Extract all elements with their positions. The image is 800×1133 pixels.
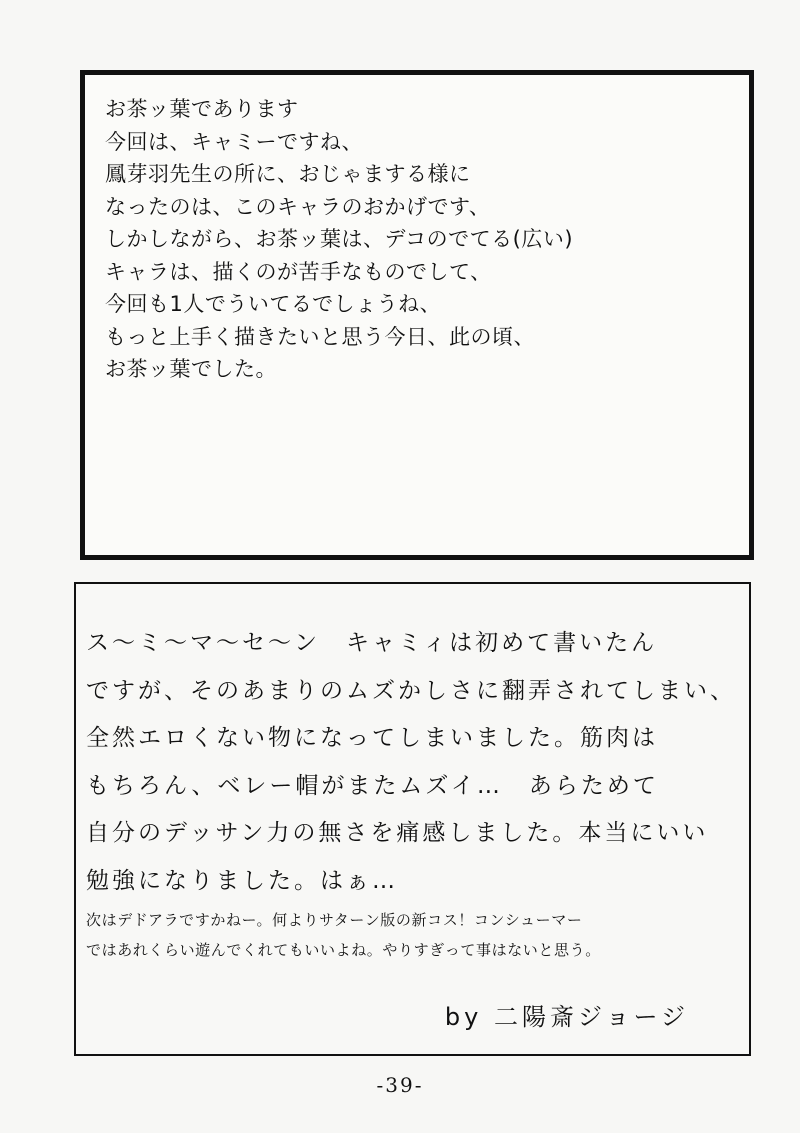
author-note-box-1	[80, 70, 754, 560]
author-note-box-2	[74, 582, 751, 1056]
note-2-line: ですが、そのあまりのムズかしさに翻弄されてしまい、	[86, 677, 736, 704]
note-1-line: しかしながら、お茶ッ葉は、デコのでてる(広い)	[105, 227, 574, 251]
note-1-line: 今回も1人でういてるでしょうね、	[105, 292, 442, 316]
note-1-line: お茶ッ葉でした。	[105, 357, 277, 381]
note-1-line: なったのは、このキャラのおかげです、	[105, 194, 491, 219]
note-2-text	[86, 620, 741, 965]
note-2-line: 全然エロくない物になってしまいました。筋肉は	[86, 725, 658, 751]
note-2-small-line: ではあれくらい遊んでくれてもいいよね。やりすぎって事はないと思う。	[86, 941, 601, 959]
note-1-text	[105, 93, 735, 386]
note-2-line: ス～ミ～マ～セ～ン キャミィは初めて書いたん	[86, 630, 658, 656]
note-2-line: 勉強になりました。はぁ…	[86, 867, 398, 894]
note-1-line: お茶ッ葉であります	[105, 97, 299, 121]
author-signature: by 二陽斎ジョージ	[444, 1003, 689, 1031]
page-number: -39-	[376, 1073, 424, 1097]
note-2-line: もちろん、ベレー帽がまたムズイ… あらためて	[86, 772, 659, 799]
note-1-line: キャラは、描くのが苦手なものでして、	[105, 259, 492, 284]
note-1-line: 鳳芽羽先生の所に、おじゃまする様に	[105, 162, 471, 186]
note-2-small-line: 次はデドアラですかねー。何よりサターン版の新コス！コンシューマー	[86, 911, 583, 929]
note-1-line: もっと上手く描きたいと思う今日、此の頃、	[105, 324, 535, 349]
note-1-line: 今回は、キャミーですね、	[105, 129, 363, 154]
note-2-line: 自分のデッサン力の無さを痛感しました。本当にいい	[86, 820, 709, 846]
